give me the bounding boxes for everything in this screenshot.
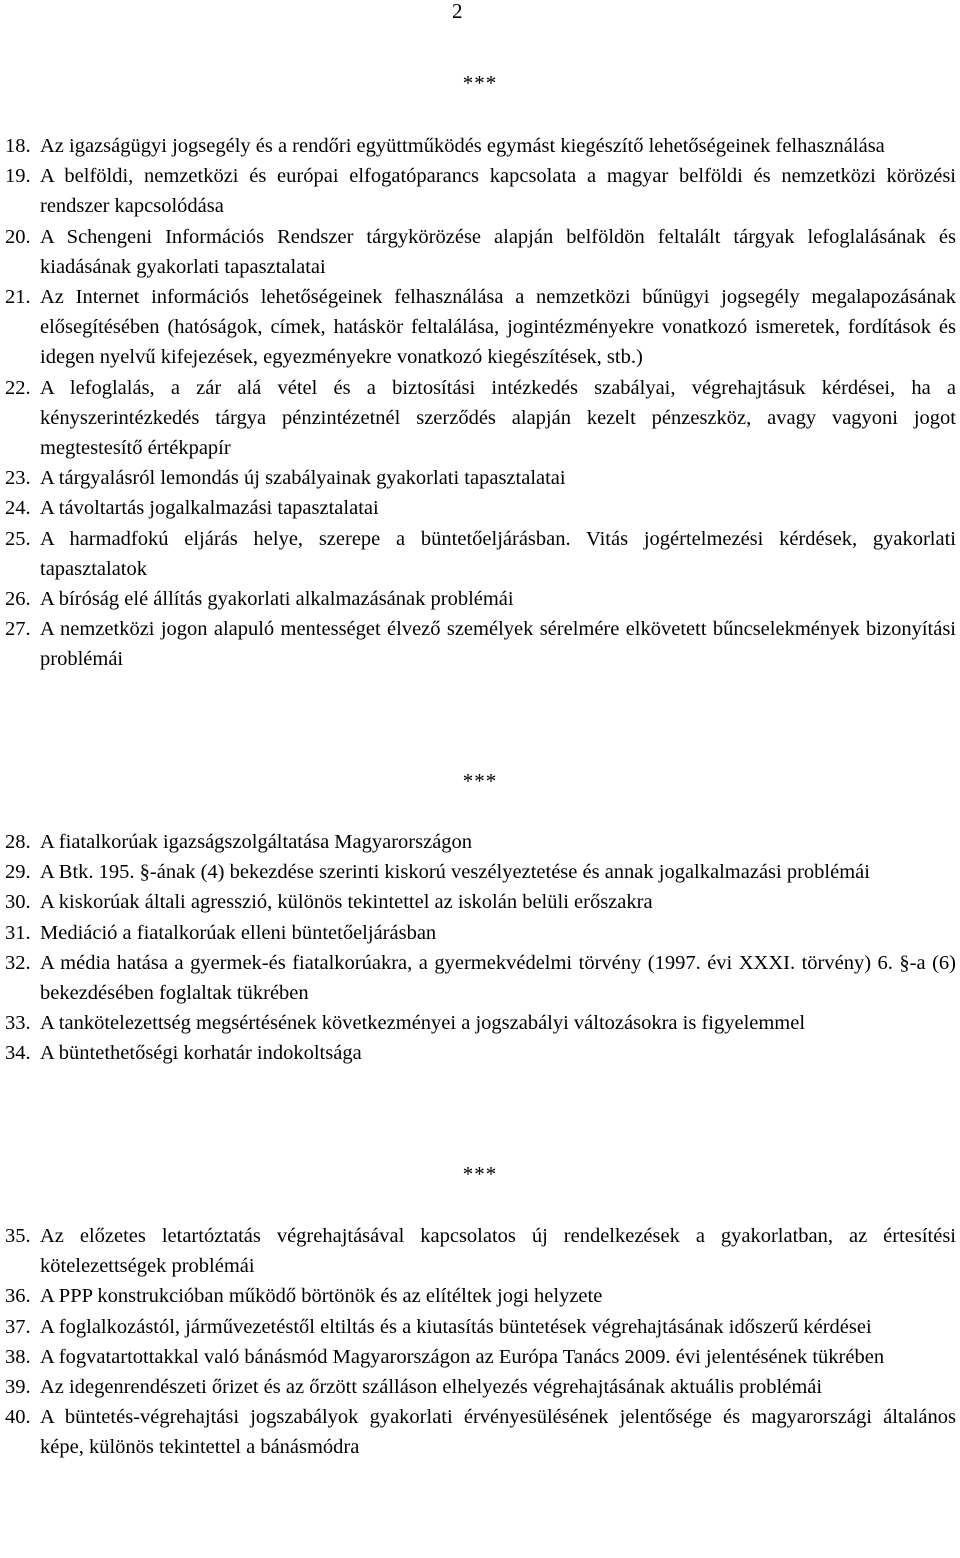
- item-number: 34.: [5, 1042, 31, 1065]
- item-number: 19.: [5, 165, 31, 188]
- list-item: [0, 1281, 956, 1311]
- item-text: A harmadfokú eljárás helye, szerepe a büntetőeljárásban. Vitás jogértelmezési kérdések, gyakorlati tapasztalatok: [40, 527, 956, 580]
- list-item: [0, 918, 956, 948]
- section-2: [0, 766, 960, 796]
- list-item: [0, 1008, 956, 1038]
- list-item: [0, 373, 956, 464]
- item-number: 39.: [5, 1376, 31, 1399]
- item-text: A lefoglalás, a zár alá vétel és a biztosítási intézkedés szabályai, végrehajtásuk kérdései, ha a kényszerintézkedés tárgya pénzintézetnél szerződés alapján kezelt pénzeszköz, avagy vagyoni jogot megtestesítő értékpapír: [40, 376, 956, 460]
- item-number: 28.: [5, 831, 31, 853]
- item-text: A PPP konstrukcióban működő börtönök és az elítéltek jogi helyzete: [40, 1285, 603, 1308]
- item-number: 33.: [5, 1012, 31, 1035]
- item-text: A kiskorúak általi agresszió, különös tekintettel az iskolán belüli erőszakra: [40, 891, 653, 914]
- item-number: 18.: [5, 135, 31, 157]
- item-number: 36.: [5, 1285, 31, 1308]
- list-item: [0, 857, 956, 887]
- item-number: 25.: [5, 527, 31, 550]
- section-2-list: [0, 827, 960, 1069]
- list-item: [0, 463, 956, 493]
- list-item: [0, 222, 956, 282]
- item-number: 35.: [5, 1225, 31, 1247]
- item-text: A tárgyalásról lemondás új szabályainak gyakorlati tapasztalatai: [40, 467, 566, 490]
- item-text: A Schengeni Információs Rendszer tárgykörözése alapján belföldön feltalált tárgyak lefoglalásának és kiadásának gyakorlati tapasztalatai: [40, 225, 956, 278]
- item-number: 20.: [5, 225, 31, 248]
- item-text: Az igazságügyi jogsegély és a rendőri együttműködés egymást kiegészítő lehetőségeinek felhasználása: [40, 135, 885, 157]
- item-text: A bíróság elé állítás gyakorlati alkalmazásának problémái: [40, 588, 514, 611]
- item-number: 23.: [5, 467, 31, 490]
- section-1: [0, 68, 960, 98]
- list-item: [0, 1372, 956, 1402]
- section-separator: ***: [462, 1162, 498, 1186]
- item-number: 32.: [5, 951, 31, 974]
- item-text: A Btk. 195. §-ának (4) bekezdése szerinti kiskorú veszélyeztetése és annak jogalkalmazási problémái: [40, 861, 870, 884]
- section-separator: ***: [462, 71, 498, 95]
- item-number: 40.: [5, 1406, 31, 1429]
- item-number: 29.: [5, 861, 31, 884]
- item-text: Az Internet információs lehetőségeinek felhasználása a nemzetközi bűnügyi jogsegély megalapozásának elősegítésében (hatóságok, címek, hatáskör feltalálása, jogintézményekre vonatkozó ismeretek, fordítások és idegen nyelvű kifejezések, egyezményekre vonatkozó kiegészítések, stb.): [40, 286, 956, 369]
- item-text: A büntetés-végrehajtási jogszabályok gyakorlati érvényesülésének jelentősége és magyarországi általános képe, különös tekintettel a bánásmódra: [40, 1406, 956, 1459]
- section-3: [0, 1159, 960, 1189]
- list-item: [0, 493, 956, 523]
- item-number: 38.: [5, 1345, 31, 1368]
- list-item: [0, 614, 956, 674]
- list-item: [0, 1402, 956, 1462]
- list-item: [0, 1312, 956, 1342]
- item-text: A fogvatartottakkal való bánásmód Magyarországon az Európa Tanács 2009. évi jelentésének tükrében: [40, 1345, 885, 1368]
- item-text: A távoltartás jogalkalmazási tapasztalatai: [40, 497, 379, 520]
- item-text: A nemzetközi jogon alapuló mentességet élvező személyek sérelmére elkövetett bűncselekmények bizonyítási problémái: [40, 618, 956, 671]
- item-number: 31.: [5, 921, 31, 944]
- list-item: [0, 1221, 956, 1281]
- item-number: 27.: [5, 618, 31, 641]
- list-item: [0, 887, 956, 917]
- list-item: [0, 161, 956, 221]
- list-item: [0, 524, 956, 584]
- item-text: Az idegenrendészeti őrizet és az őrzött szálláson elhelyezés végrehajtásának aktuális problémái: [40, 1376, 823, 1399]
- item-text: A tankötelezettség megsértésének következményei a jogszabályi változásokra is figyelemmel: [40, 1012, 806, 1035]
- item-number: 21.: [5, 286, 31, 309]
- section-3-list: [0, 1221, 960, 1463]
- item-text: A büntethetőségi korhatár indokoltsága: [40, 1042, 362, 1065]
- list-item: [0, 948, 956, 1008]
- list-item: [0, 131, 956, 161]
- item-number: 26.: [5, 588, 31, 611]
- item-text: A belföldi, nemzetközi és európai elfogatóparancs kapcsolata a magyar belföldi és nemzetközi körözési rendszer kapcsolódása: [40, 165, 956, 218]
- list-item: [0, 1342, 956, 1372]
- list-item: [0, 282, 956, 373]
- section-1-list: [0, 131, 960, 675]
- item-number: 24.: [5, 497, 31, 520]
- list-item: [0, 1038, 956, 1068]
- list-item: [0, 584, 956, 614]
- item-text: A média hatása a gyermek-és fiatalkorúakra, a gyermekvédelmi törvény (1997. évi XXXI. törvény) 6. §-a (6) bekezdésében foglaltak tükrében: [40, 951, 956, 1005]
- item-text: A fiatalkorúak igazságszolgáltatása Magyarországon: [40, 831, 473, 853]
- item-number: 30.: [5, 891, 31, 914]
- item-number: 22.: [5, 376, 31, 399]
- list-item: [0, 827, 956, 857]
- section-separator: ***: [462, 769, 498, 793]
- item-text: Az előzetes letartóztatás végrehajtásával kapcsolatos új rendelkezések a gyakorlatban, az értesítési kötelezettségek problémái: [40, 1225, 956, 1278]
- page-number: 2: [452, 0, 463, 23]
- item-number: 37.: [5, 1315, 31, 1338]
- item-text: Mediáció a fiatalkorúak elleni büntetőeljárásban: [40, 921, 437, 944]
- item-text: A foglalkozástól, járművezetéstől eltiltás és a kiutasítás büntetések végrehajtásának időszerű kérdései: [40, 1315, 872, 1338]
